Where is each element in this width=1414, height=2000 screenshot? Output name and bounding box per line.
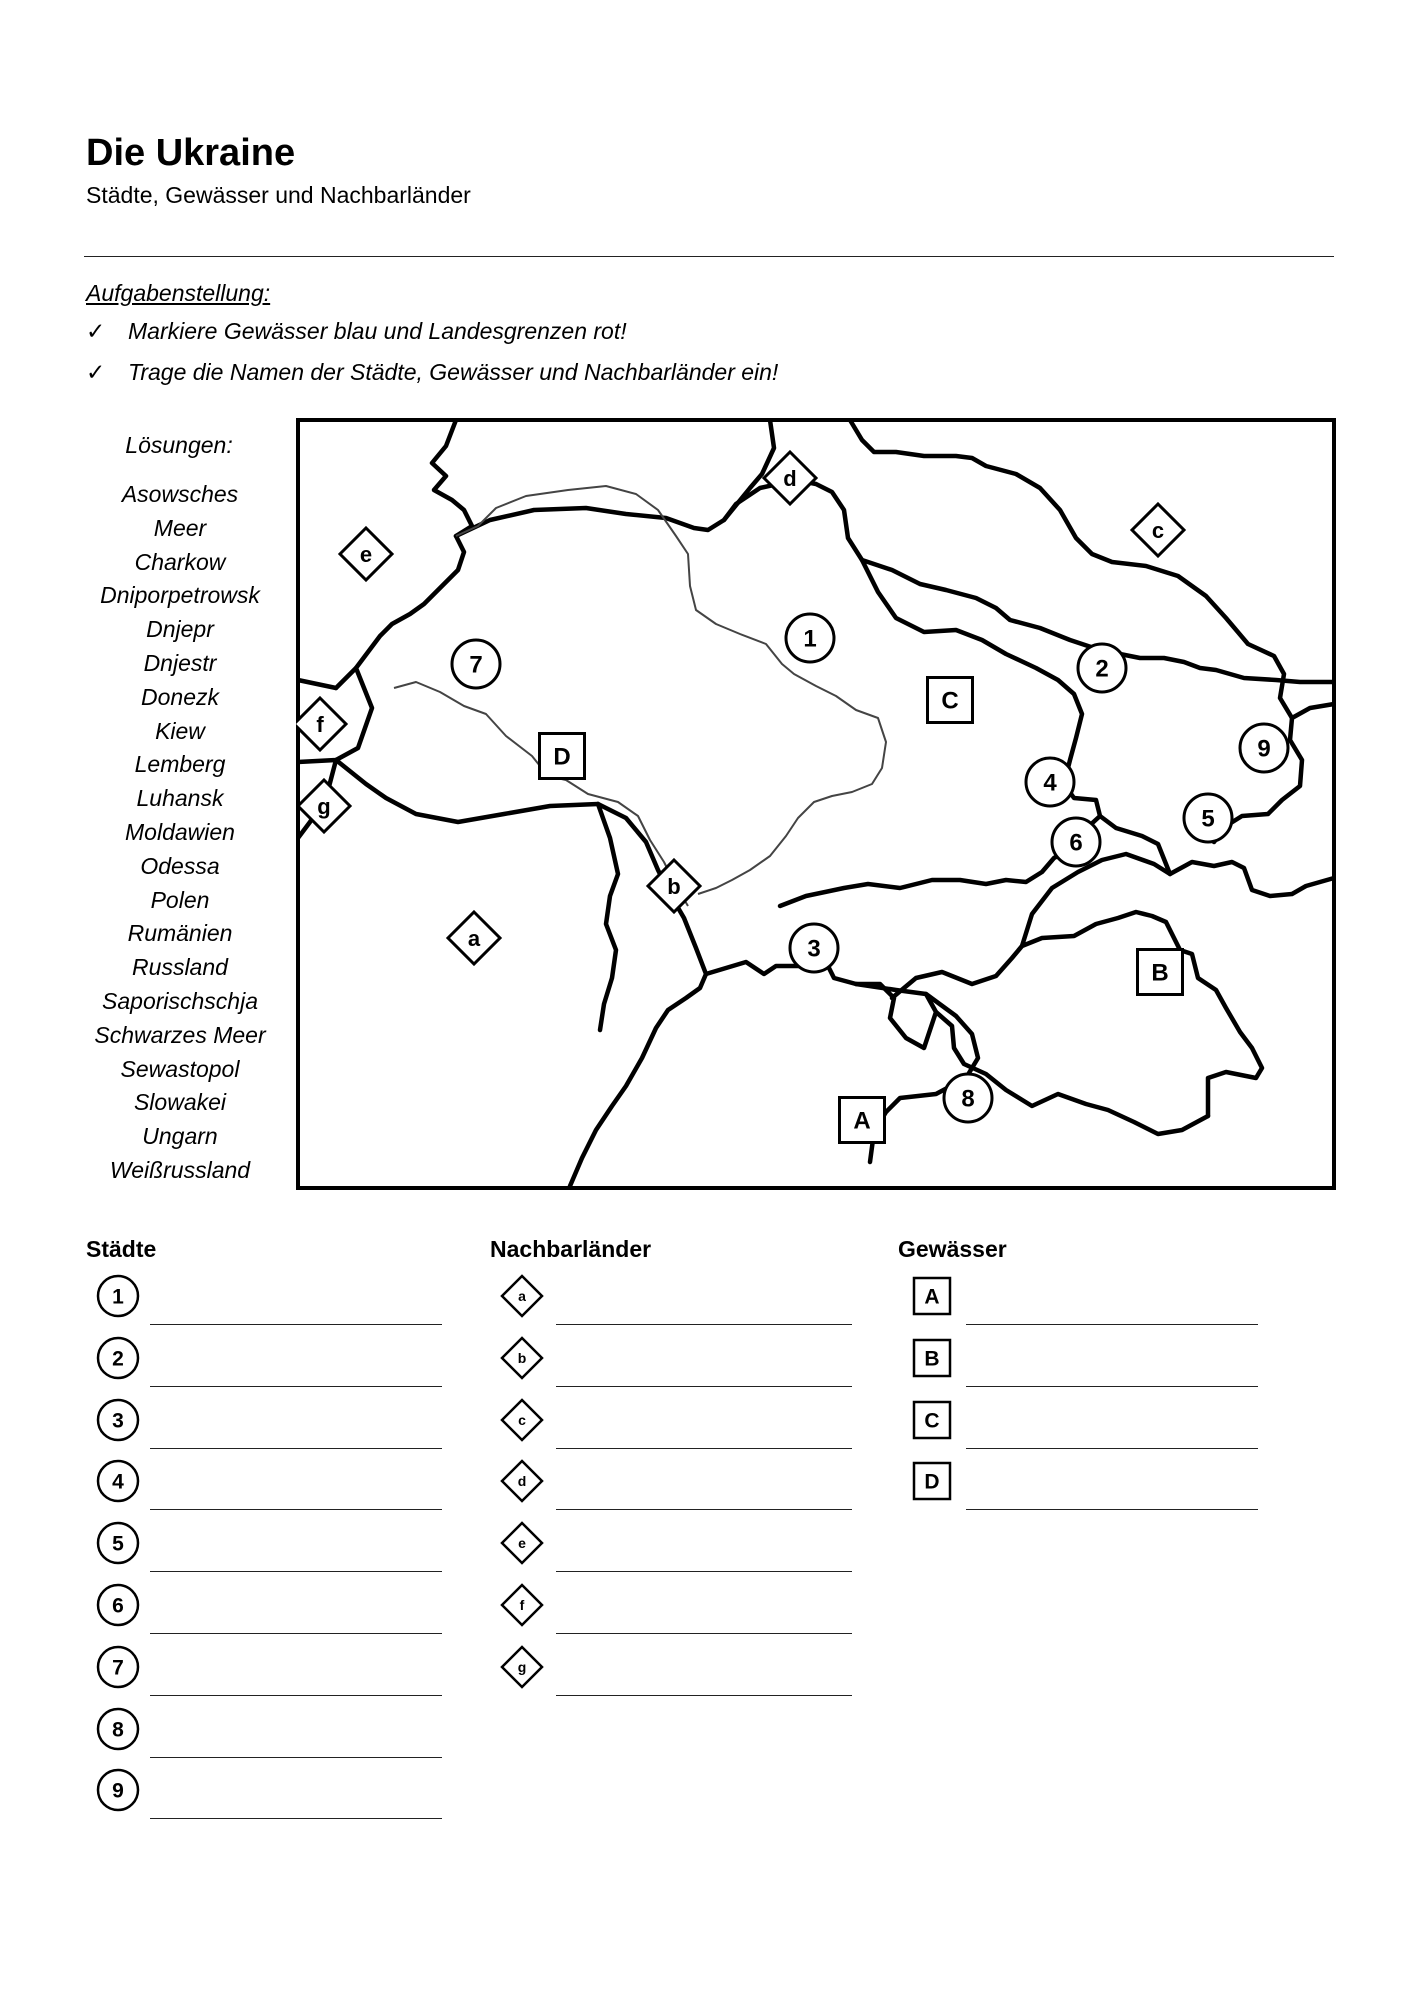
city-answer-row bbox=[96, 1768, 442, 1830]
countries-heading: Nachbarländer bbox=[490, 1236, 652, 1262]
water-answer-row bbox=[910, 1274, 1258, 1336]
diamond-icon bbox=[500, 1336, 544, 1380]
country-answer-row bbox=[500, 1645, 852, 1707]
svg-text:4: 4 bbox=[112, 1470, 124, 1494]
svg-text:f: f bbox=[519, 1597, 525, 1614]
city-answer-row bbox=[96, 1459, 442, 1521]
header-divider bbox=[84, 256, 1334, 257]
checkmark-icon: ✓ bbox=[86, 318, 106, 344]
city-marker-3 bbox=[790, 924, 838, 972]
diamond-icon bbox=[500, 1274, 544, 1318]
task-heading: Aufgabenstellung: bbox=[86, 280, 271, 306]
svg-text:1: 1 bbox=[112, 1285, 124, 1309]
svg-text:b: b bbox=[667, 873, 681, 899]
solution-item: Rumänien bbox=[127, 920, 233, 947]
solution-item: Luhansk bbox=[136, 785, 224, 812]
svg-text:e: e bbox=[359, 541, 373, 567]
city-marker-6 bbox=[1052, 818, 1100, 866]
svg-text:9: 9 bbox=[1257, 735, 1271, 763]
country-answer-row bbox=[500, 1274, 852, 1336]
svg-text:c: c bbox=[518, 1411, 526, 1428]
svg-text:f: f bbox=[316, 711, 324, 737]
solution-item: Dnjepr bbox=[146, 616, 214, 643]
circle-icon bbox=[96, 1274, 140, 1318]
diamond-icon bbox=[500, 1398, 544, 1442]
square-icon bbox=[910, 1274, 954, 1318]
svg-text:5: 5 bbox=[1201, 805, 1215, 833]
answer-line[interactable] bbox=[556, 1695, 852, 1696]
svg-text:a: a bbox=[518, 1288, 526, 1305]
solution-item: Donezk bbox=[141, 683, 219, 710]
svg-text:c: c bbox=[1151, 517, 1165, 543]
solution-item: Ungarn bbox=[142, 1123, 218, 1150]
svg-text:d: d bbox=[783, 465, 797, 491]
circle-icon bbox=[96, 1583, 140, 1627]
answer-line[interactable] bbox=[966, 1448, 1258, 1449]
circle-icon bbox=[96, 1521, 140, 1565]
svg-text:2: 2 bbox=[1095, 655, 1109, 683]
circle-icon bbox=[96, 1768, 140, 1812]
answer-line[interactable] bbox=[150, 1509, 442, 1510]
solution-item: Polen bbox=[150, 886, 210, 913]
svg-text:4: 4 bbox=[1043, 769, 1057, 797]
solution-item: Weißrussland bbox=[109, 1156, 251, 1183]
solution-item: Meer bbox=[153, 514, 207, 541]
answer-line[interactable] bbox=[556, 1386, 852, 1387]
city-marker-8 bbox=[944, 1074, 992, 1122]
cities-heading: Städte bbox=[86, 1236, 157, 1262]
answer-line[interactable] bbox=[556, 1509, 852, 1510]
answer-line[interactable] bbox=[150, 1695, 442, 1696]
circle-icon bbox=[96, 1707, 140, 1751]
circle-icon bbox=[96, 1459, 140, 1503]
city-answer-row bbox=[96, 1398, 442, 1460]
square-icon bbox=[910, 1459, 954, 1503]
diamond-icon bbox=[500, 1521, 544, 1565]
circle-icon bbox=[96, 1336, 140, 1380]
svg-text:7: 7 bbox=[469, 651, 483, 679]
diamond-icon bbox=[500, 1645, 544, 1689]
svg-text:B: B bbox=[1151, 959, 1169, 987]
answer-line[interactable] bbox=[966, 1324, 1258, 1325]
svg-text:6: 6 bbox=[1069, 829, 1083, 857]
answer-line[interactable] bbox=[556, 1633, 852, 1634]
svg-text:3: 3 bbox=[112, 1409, 124, 1433]
solutions-heading: Lösungen: bbox=[125, 432, 233, 458]
svg-text:C: C bbox=[924, 1409, 940, 1433]
solution-item: Schwarzes Meer bbox=[94, 1021, 266, 1048]
answer-line[interactable] bbox=[150, 1324, 442, 1325]
city-answer-row bbox=[96, 1274, 442, 1336]
svg-text:A: A bbox=[924, 1285, 940, 1309]
svg-text:7: 7 bbox=[112, 1656, 124, 1680]
city-answer-row bbox=[96, 1583, 442, 1645]
answer-line[interactable] bbox=[150, 1386, 442, 1387]
solution-item: Odessa bbox=[140, 852, 220, 879]
solution-item: Slowakei bbox=[133, 1089, 227, 1116]
svg-text:b: b bbox=[517, 1349, 527, 1366]
solution-item: Sewastopol bbox=[120, 1055, 240, 1082]
ukraine-map bbox=[296, 418, 1336, 1190]
solution-item: Dniporpetrowsk bbox=[100, 582, 260, 609]
city-marker-2 bbox=[1078, 644, 1126, 692]
task-item bbox=[86, 318, 627, 345]
task-item bbox=[86, 359, 778, 386]
answer-line[interactable] bbox=[556, 1571, 852, 1572]
solution-item: Russland bbox=[132, 954, 228, 981]
country-answer-row bbox=[500, 1521, 852, 1583]
checkmark-icon: ✓ bbox=[86, 359, 106, 385]
city-marker-5 bbox=[1184, 794, 1232, 842]
svg-text:e: e bbox=[518, 1535, 526, 1552]
answer-line[interactable] bbox=[150, 1571, 442, 1572]
water-marker-A bbox=[840, 1098, 885, 1143]
city-marker-7 bbox=[452, 640, 500, 688]
diamond-icon bbox=[500, 1459, 544, 1503]
svg-text:g: g bbox=[317, 793, 331, 819]
diamond-icon bbox=[500, 1583, 544, 1627]
task-text: Trage die Namen der Städte, Gewässer und Nachbarländer ein! bbox=[128, 359, 779, 385]
city-answer-row bbox=[96, 1645, 442, 1707]
waters-heading: Gewässer bbox=[898, 1236, 1007, 1262]
country-answer-row bbox=[500, 1459, 852, 1521]
svg-text:C: C bbox=[941, 687, 959, 715]
country-answer-row bbox=[500, 1583, 852, 1645]
city-answer-row bbox=[96, 1521, 442, 1583]
svg-text:6: 6 bbox=[112, 1594, 124, 1618]
country-answer-row bbox=[500, 1398, 852, 1460]
square-icon bbox=[910, 1398, 954, 1442]
answer-line[interactable] bbox=[150, 1633, 442, 1634]
svg-text:9: 9 bbox=[112, 1779, 124, 1803]
circle-icon bbox=[96, 1398, 140, 1442]
square-icon bbox=[910, 1336, 954, 1380]
country-answer-row bbox=[500, 1336, 852, 1398]
water-answer-row bbox=[910, 1336, 1258, 1398]
solution-item: Dnjestr bbox=[143, 649, 217, 676]
solution-item: Moldawien bbox=[125, 818, 235, 845]
city-marker-1 bbox=[786, 614, 834, 662]
page-title: Die Ukraine bbox=[86, 132, 296, 174]
city-marker-4 bbox=[1026, 758, 1074, 806]
svg-text:8: 8 bbox=[961, 1085, 975, 1113]
water-answer-row bbox=[910, 1459, 1258, 1521]
svg-text:D: D bbox=[553, 743, 571, 771]
solutions-list bbox=[80, 478, 280, 1188]
answer-line[interactable] bbox=[556, 1448, 852, 1449]
svg-text:B: B bbox=[924, 1347, 940, 1371]
svg-text:8: 8 bbox=[112, 1718, 124, 1742]
answer-line[interactable] bbox=[150, 1818, 442, 1819]
svg-text:d: d bbox=[517, 1473, 527, 1490]
city-answer-row bbox=[96, 1707, 442, 1769]
answer-line[interactable] bbox=[150, 1757, 442, 1758]
svg-text:2: 2 bbox=[112, 1347, 124, 1371]
solution-item: Saporischschja bbox=[102, 987, 258, 1014]
solution-item: Charkow bbox=[134, 548, 226, 575]
svg-text:D: D bbox=[924, 1470, 940, 1494]
answer-line[interactable] bbox=[966, 1386, 1258, 1387]
water-marker-C bbox=[928, 678, 973, 723]
water-answer-row bbox=[910, 1398, 1258, 1460]
circle-icon bbox=[96, 1645, 140, 1689]
answer-line[interactable] bbox=[966, 1509, 1258, 1510]
solution-item: Lemberg bbox=[134, 751, 226, 778]
answer-line[interactable] bbox=[556, 1324, 852, 1325]
water-marker-B bbox=[1138, 950, 1183, 995]
svg-text:a: a bbox=[467, 925, 481, 951]
city-answer-row bbox=[96, 1336, 442, 1398]
answer-line[interactable] bbox=[150, 1448, 442, 1449]
svg-text:5: 5 bbox=[112, 1532, 124, 1556]
solution-item: Asowsches bbox=[121, 481, 239, 507]
water-marker-D bbox=[540, 734, 585, 779]
city-marker-9 bbox=[1240, 724, 1288, 772]
svg-text:3: 3 bbox=[807, 935, 821, 963]
page-subtitle: Städte, Gewässer und Nachbarländer bbox=[86, 182, 471, 208]
solution-item: Kiew bbox=[155, 717, 205, 744]
svg-text:g: g bbox=[517, 1658, 527, 1675]
svg-text:1: 1 bbox=[803, 625, 817, 653]
svg-text:A: A bbox=[853, 1107, 871, 1135]
task-text: Markiere Gewässer blau und Landesgrenzen rot! bbox=[128, 318, 627, 344]
